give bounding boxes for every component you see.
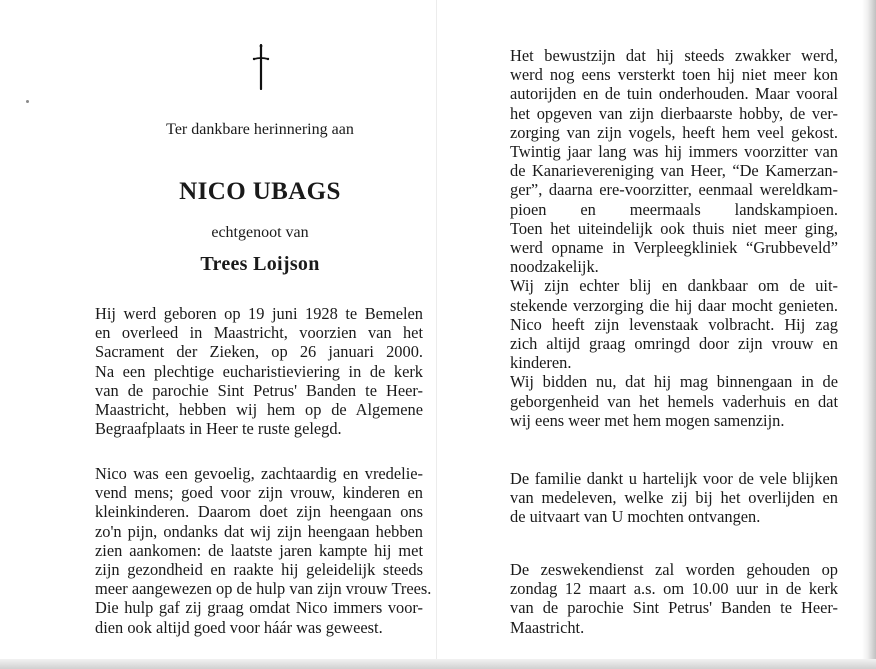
text-line: van medeleven, welke zij bij het overlijden en (510, 488, 838, 508)
text-line: zijn gezondheid en raakte hij geleidelijk steeds (95, 560, 423, 580)
scan-edge-right (862, 0, 876, 669)
text-line: Nico was een gevoelig, zachtaardig en vredelie- (95, 464, 423, 483)
text-line: kleinkinderen. Daarom doet zijn heengaan ons (95, 502, 423, 522)
text-line: Maastricht. (510, 617, 585, 637)
text-line: zondag 12 maart a.s. om 10.00 uur in de kerk (510, 579, 838, 599)
service-paragraph (510, 560, 838, 637)
text-line: Nico heeft zijn levenstaak volbracht. Hij zag (510, 314, 838, 334)
thanks-paragraph (510, 469, 838, 527)
text-line: autorijden en de tuin onderhouden. Maar vooral (510, 84, 838, 104)
character-paragraph (95, 464, 432, 637)
deceased-name: NICO UBAGS (179, 178, 341, 205)
fold-line (436, 0, 437, 669)
text-line: ger”, daarna ere-voorzitter, eenmaal wereldkam- (510, 180, 838, 200)
text-line: De zeswekendienst zal worden gehouden op (510, 560, 838, 579)
text-line: geborgenheid van het hemels vaderhuis en dat (510, 391, 838, 411)
text-line: stekende verzorging die hij daar mocht genieten. (510, 295, 838, 315)
text-line: noodzakelijk. (510, 257, 599, 277)
intro-text: Ter dankbare herinnering aan (166, 121, 354, 138)
spouse-name: Trees Loijson (200, 253, 320, 275)
text-line: de Kanarievereniging van Heer, “De Kamerzan- (510, 161, 838, 181)
cross-icon (252, 44, 270, 90)
text-line: pioen en meermaals landskampioen. (510, 199, 838, 219)
text-line: van de parochie Sint Petrus' Banden te Heer- (95, 380, 423, 400)
text-line: Begraafplaats in Heer te ruste gelegd. (95, 419, 342, 439)
text-line: werd opname in Verpleegkliniek “Grubbeveld” (510, 238, 838, 258)
text-line: Sacrament der Zieken, op 26 januari 2000. (95, 342, 423, 362)
text-line: dien ook altijd goed voor háár was geweest. (95, 617, 383, 637)
text-line: Die hulp gaf zij graag omdat Nico immers voor- (95, 598, 423, 618)
text-line: De familie dankt u hartelijk voor de vele blijken (510, 469, 838, 488)
text-line: zorging van zijn vogels, heeft hem veel gekost. (510, 122, 838, 142)
text-line: Maastricht, hebben wij hem op de Algemene (95, 400, 423, 420)
text-line: Na een plechtige eucharistieviering in de kerk (95, 361, 423, 381)
text-line: werd nog eens versterkt toen hij niet meer kon (510, 65, 838, 85)
text-line: de uitvaart van U mochten ontvangen. (510, 507, 761, 527)
text-line: wij eens weer met hem mogen samenzijn. (510, 410, 785, 430)
text-line: vend mens; goed voor zijn vrouw, kinderen en (95, 483, 423, 503)
text-line: het opgeven van zijn dierbaarste hobby, de ver- (510, 103, 838, 123)
text-line: Wij zijn echter blij en dankbaar om de uit- (510, 276, 838, 296)
text-line: zo'n pijn, ondanks dat wij zijn heengaan hebben (95, 521, 423, 541)
text-line: Twintig jaar lang was hij immers voorzitter van (510, 142, 838, 162)
text-line: Wij bidden nu, dat hij mag binnengaan in de (510, 372, 838, 392)
text-line: zich altijd graag omringd door zijn vrouw en (510, 334, 838, 354)
text-line: meer aangewezen op de hulp van zijn vrouw Trees. (95, 579, 432, 599)
scan-edge-bottom (0, 659, 876, 669)
text-line: Het bewustzijn dat hij steeds zwakker werd, (510, 46, 838, 65)
life-paragraph (510, 46, 838, 430)
text-line: Hij werd geboren op 19 juni 1928 te Bemelen (95, 304, 423, 323)
birth-death-paragraph (95, 304, 423, 438)
text-line: kinderen. (510, 353, 572, 373)
text-line: Toen het uiteindelijk ook thuis niet meer ging, (510, 218, 838, 238)
paper-speck (26, 100, 29, 103)
text-line: van de parochie Sint Petrus' Banden te Heer- (510, 598, 838, 618)
spouse-label: echtgenoot van (211, 224, 309, 241)
text-line: en overleed in Maastricht, voorzien van het (95, 323, 423, 343)
text-line: zien aankomen: de laatste jaren kampte hij met (95, 540, 423, 560)
